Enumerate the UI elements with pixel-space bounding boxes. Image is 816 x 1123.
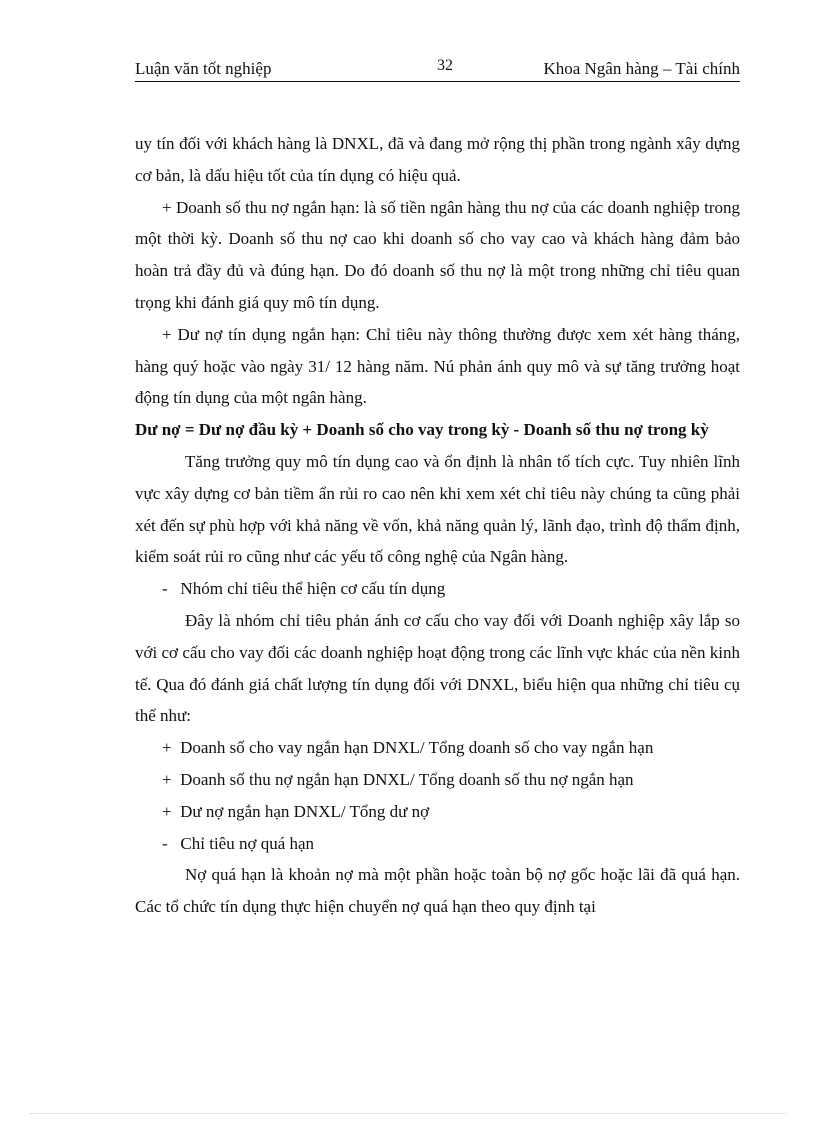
- document-body: [135, 128, 740, 923]
- paragraph-credit-growth: Tăng trưởng quy mô tín dụng cao và ổn định là nhân tố tích cực. Tuy nhiên lĩnh vực xây dựng cơ bản tiềm ẩn rủi ro cao nên khi xem xét chỉ tiêu này chúng ta cũng phải xét đến sự phù hợp với khả năng về vốn, khả năng quản lý, lãnh đạo, trình độ thẩm định, kiểm soát rủi ro cũng như các yếu tố công nghệ của Ngân hàng.: [135, 451, 740, 567]
- header-faculty: Khoa Ngân hàng – Tài chính: [543, 59, 740, 78]
- paragraph-overdue-definition: Nợ quá hạn là khoản nợ mà một phần hoặc toàn bộ nợ gốc hoặc lãi đã quá hạn. Các tổ chức tín dụng thực hiện chuyển nợ quá hạn theo quy định tại: [135, 865, 740, 917]
- footer-divider: [30, 1113, 786, 1114]
- list-item-overdue-debt: - Chỉ tiêu nợ quá hạn: [162, 833, 315, 853]
- list-item-ratio-outstanding: + Dư nợ ngắn hạn DNXL/ Tổng dư nợ: [162, 801, 430, 821]
- page-header: [135, 57, 740, 82]
- list-item-credit-structure: - Nhóm chỉ tiêu thể hiện cơ cấu tín dụng: [162, 579, 446, 599]
- page-number: 32: [437, 57, 453, 74]
- paragraph-debt-collection: + Doanh số thu nợ ngắn hạn: là số tiền ngân hàng thu nợ của các doanh nghiệp trong một thời kỳ. Doanh số thu nợ cao khi doanh số cho vay cao và khách hàng đảm bảo hoàn trả đầy đủ và đúng hạn. Do đó doanh số thu nợ là một trong những chỉ tiêu quan trọng khi đánh giá quy mô tín dụng.: [135, 197, 740, 312]
- list-item-ratio-collection: + Doanh số thu nợ ngắn hạn DNXL/ Tổng doanh số thu nợ ngắn hạn: [162, 769, 634, 789]
- header-thesis-title: Luận văn tốt nghiệp: [135, 59, 272, 78]
- list-item-ratio-lending: + Doanh số cho vay ngắn hạn DNXL/ Tổng doanh số cho vay ngắn hạn: [162, 738, 654, 758]
- paragraph-outstanding-loans: + Dư nợ tín dụng ngắn hạn: Chỉ tiêu này thông thường được xem xét hàng tháng, hàng quý hoặc vào ngày 31/ 12 hàng năm. Nú phản ánh quy mô và sự tăng trưởng hoạt động tín dụng của một ngân hàng.: [135, 324, 740, 408]
- paragraph-structure-description: Đây là nhóm chỉ tiêu phản ánh cơ cấu cho vay đối với Doanh nghiệp xây lắp so với cơ cấu cho vay đối các doanh nghiệp hoạt động trong các lĩnh vực khác của nền kinh tế. Qua đó đánh giá chất lượng tín dụng đối với DNXL, biểu hiện qua những chỉ tiêu cụ thể như:: [135, 610, 740, 726]
- formula-outstanding-debt: Dư nợ = Dư nợ đầu kỳ + Doanh số cho vay trong kỳ - Doanh số thu nợ trong kỳ: [135, 420, 709, 440]
- paragraph-continuation: uy tín đối với khách hàng là DNXL, đã và đang mở rộng thị phần trong ngành xây dựng cơ bản, là dấu hiệu tốt của tín dụng có hiệu quả.: [135, 134, 740, 185]
